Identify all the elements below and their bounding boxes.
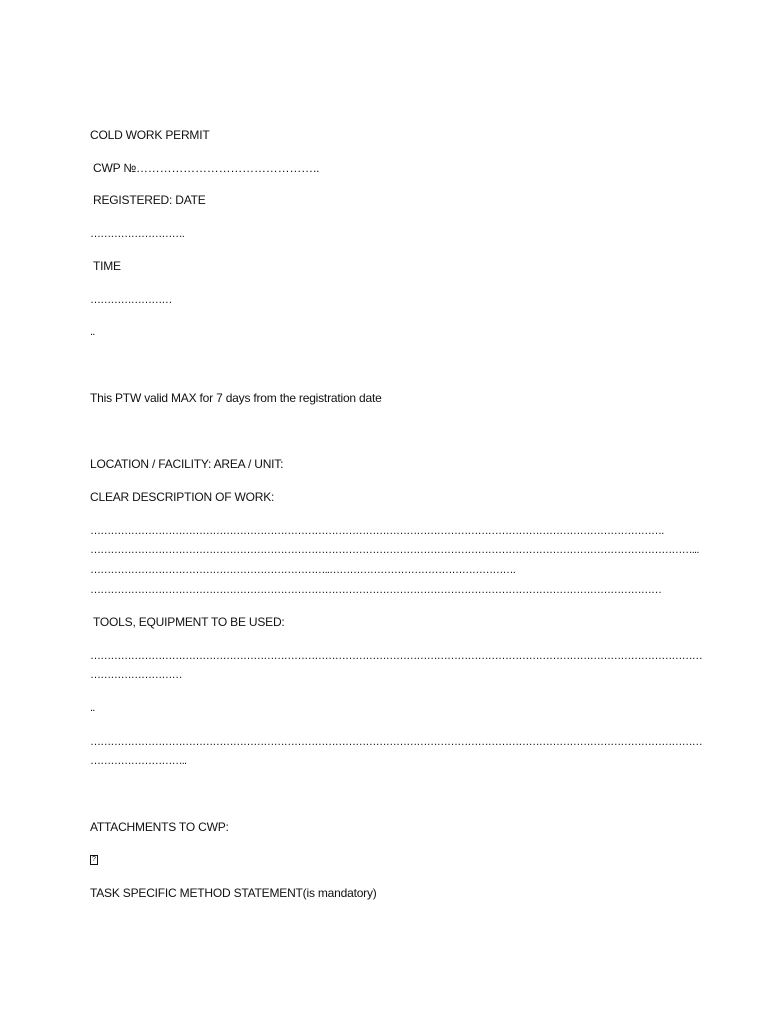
cwp-number-field: CWP №……………………………………….. [93, 161, 320, 175]
checkbox-icon: ? [90, 855, 98, 865]
time-placeholder-dots: …………………… [90, 294, 172, 306]
method-statement-item: TASK SPECIFIC METHOD STATEMENT(is mandatory) [90, 886, 377, 900]
location-label: LOCATION / FACILITY: AREA / UNIT: [90, 457, 284, 471]
description-line: ……………………………………………………………………………………………………………………………………………………. [90, 525, 664, 537]
time-label: TIME [93, 259, 121, 273]
description-line: ……………………………………………………………..………………………………………………. [90, 564, 515, 576]
date-placeholder-dots: ………………………. [90, 228, 185, 240]
description-line: …………………………………………………………………………………………………………………………………………………… [90, 584, 662, 596]
tools-line: ……………………………………………………………………………………………………………………………………………………………… [90, 650, 703, 662]
time-extra-dots: .. [90, 326, 95, 338]
description-label: CLEAR DESCRIPTION OF WORK: [90, 490, 275, 504]
attachments-label: ATTACHMENTS TO CWP: [90, 820, 229, 834]
registered-date-label: REGISTERED: DATE [93, 193, 206, 207]
tools-label: TOOLS, EQUIPMENT TO BE USED: [93, 615, 285, 629]
tools-extra-dots: .. [90, 702, 95, 714]
tools-line: ……………………… [90, 669, 182, 681]
description-line: ……………………………………………………………………………………………………………………………………………………………... [90, 544, 699, 556]
tools-line: ……………………….. [90, 755, 187, 767]
document-title: COLD WORK PERMIT [90, 128, 210, 142]
validity-note: This PTW valid MAX for 7 days from the registration date [90, 391, 382, 405]
tools-line: ……………………………………………………………………………………………………………………………………………………………… [90, 736, 703, 748]
